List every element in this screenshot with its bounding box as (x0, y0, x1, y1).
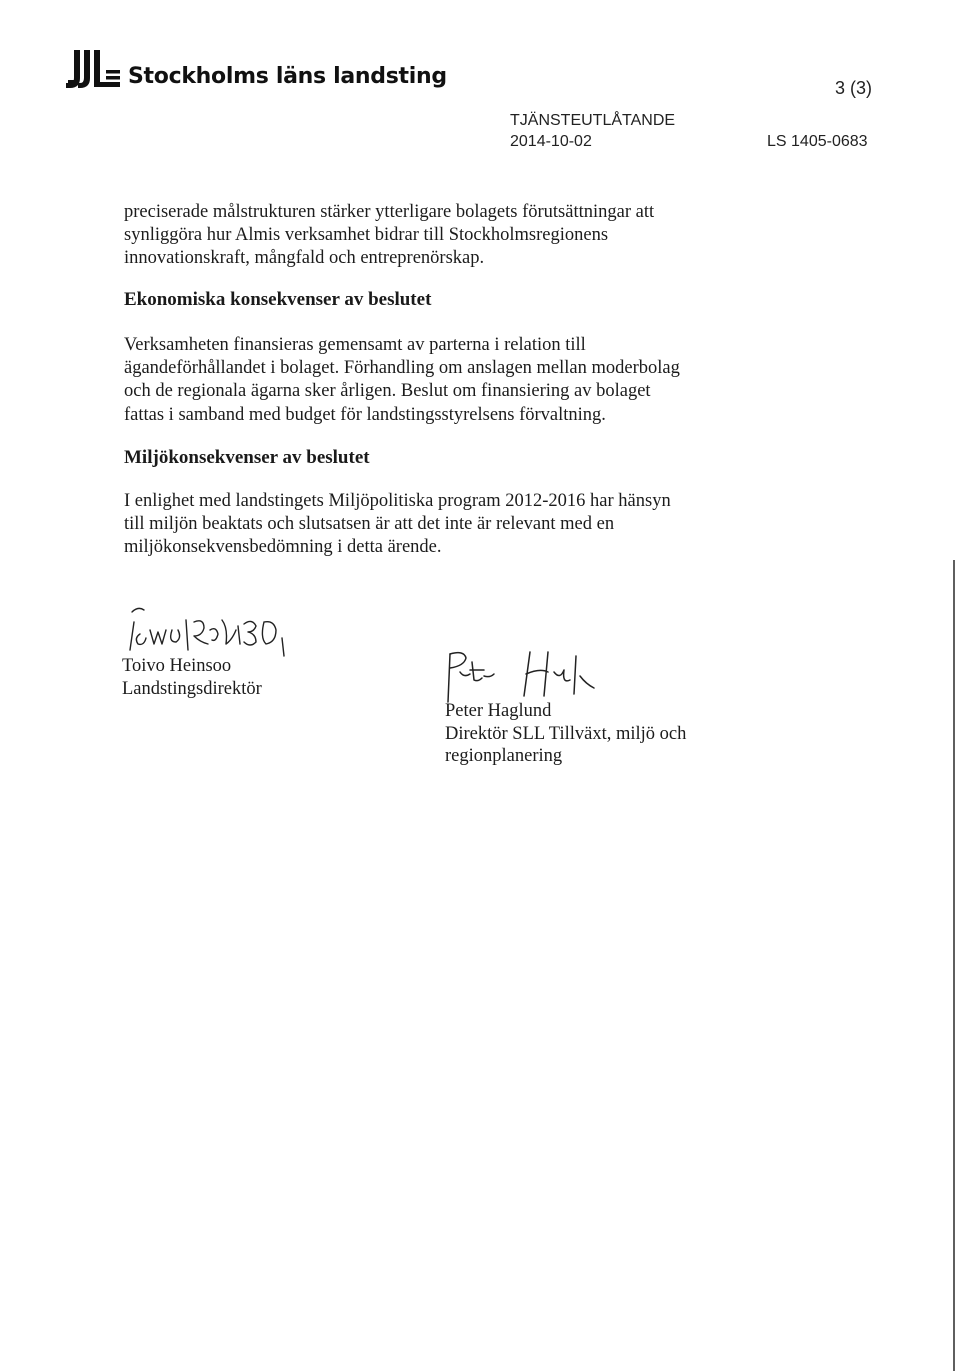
sll-logo-icon (66, 50, 124, 92)
signatory-title: Landstingsdirektör (122, 678, 262, 699)
signatory-1 (122, 655, 262, 700)
handwritten-signature-1 (114, 600, 304, 658)
signatory-name: Toivo Heinsoo (122, 656, 232, 676)
document-date: 2014-10-02 (510, 133, 592, 150)
economic-paragraph (124, 334, 764, 427)
scan-edge-line (953, 560, 955, 1371)
environment-paragraph (124, 490, 764, 560)
organization-name: Stockholms läns landsting (128, 64, 447, 89)
text-line: I enlighet med landstingets Miljöpolitiska program 2012-2016 har hänsyn (124, 491, 671, 511)
handwritten-signature-2 (430, 646, 650, 704)
intro-paragraph (124, 201, 764, 271)
signatory-name: Peter Haglund (445, 701, 552, 721)
text-line: fattas i samband med budget för landstingsstyrelsens förvaltning. (124, 404, 606, 425)
section-heading-economic: Ekonomiska konsekvenser av beslutet (124, 289, 432, 310)
text-line: innovationskraft, mångfald och entreprenörskap. (124, 248, 485, 269)
text-line: och de regionala ägarna sker årligen. Beslut om finansiering av bolaget (124, 381, 651, 402)
signatory-title: Direktör SLL Tillväxt, miljö och (445, 723, 687, 744)
text-line: synliggöra hur Almis verksamhet bidrar till Stockholmsregionens (124, 225, 609, 246)
page-number: 3 (3) (834, 78, 872, 98)
text-line: Verksamheten finansieras gemensamt av parterna i relation till (124, 335, 586, 355)
document-type: TJÄNSTEUTLÅTANDE (510, 112, 676, 129)
text-line: ägandeförhållandet i bolaget. Förhandling om anslagen mellan moderbolag (124, 358, 680, 379)
text-line: till miljön beaktats och slutsatsen är att det inte är relevant med en (124, 514, 615, 535)
signatory-2 (445, 700, 686, 768)
text-line: miljökonsekvensbedömning i detta ärende. (124, 537, 442, 558)
section-heading-environment: Miljökonsekvenser av beslutet (124, 447, 370, 468)
text-line: preciserade målstrukturen stärker ytterligare bolagets förutsättningar att (124, 202, 655, 222)
signatory-title: regionplanering (445, 746, 563, 766)
document-reference: LS 1405-0683 (767, 133, 868, 150)
